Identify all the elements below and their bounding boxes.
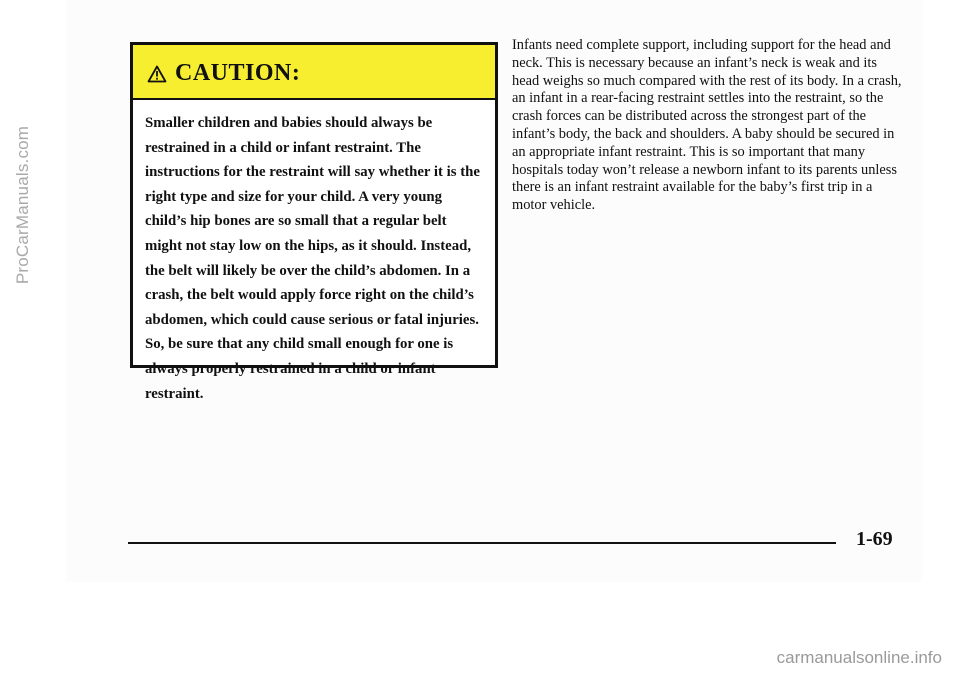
caution-title: CAUTION: xyxy=(175,60,301,86)
footer-rule xyxy=(128,542,836,544)
page-number: 1-69 xyxy=(856,528,893,550)
warning-triangle-icon xyxy=(147,65,167,83)
caution-body: Smaller children and babies should always be restrained in a child or infant restraint. The instructions for the restraint will say whether it is the right type and size for your child. A very young child’s hip bones are so small that a regular belt might not stay low on the hips, as it should. Instead, the belt will likely be over the child’s abdomen. In a crash, the belt would apply force right on the child’s abdomen, which could cause serious or fatal injuries. So, be sure that any child small enough for one is always properly restrained in a child or infant restraint. xyxy=(145,115,480,402)
side-watermark-text: ProCarManuals.com xyxy=(13,125,32,285)
side-watermark xyxy=(8,0,38,676)
infant-support-paragraph: Infants need complete support, including support for the head and neck. This is necessary because an infant’s neck is weak and its head weighs so much compared with the rest of its body. In a crash, an infant in a rear-facing restraint settles into the restraint, so the crash forces can be distributed across the strongest part of the infant’s body, the back and shoulders. A baby should be secured in an appropriate infant restraint. This is so important that many hospitals today won’t release a newborn infant to its parents unless there is an infant restraint available for the baby’s first trip in a motor vehicle. xyxy=(512,37,902,214)
bottom-watermark: carmanualsonline.info xyxy=(776,648,942,667)
caution-header xyxy=(133,45,495,100)
caution-box xyxy=(130,42,498,402)
